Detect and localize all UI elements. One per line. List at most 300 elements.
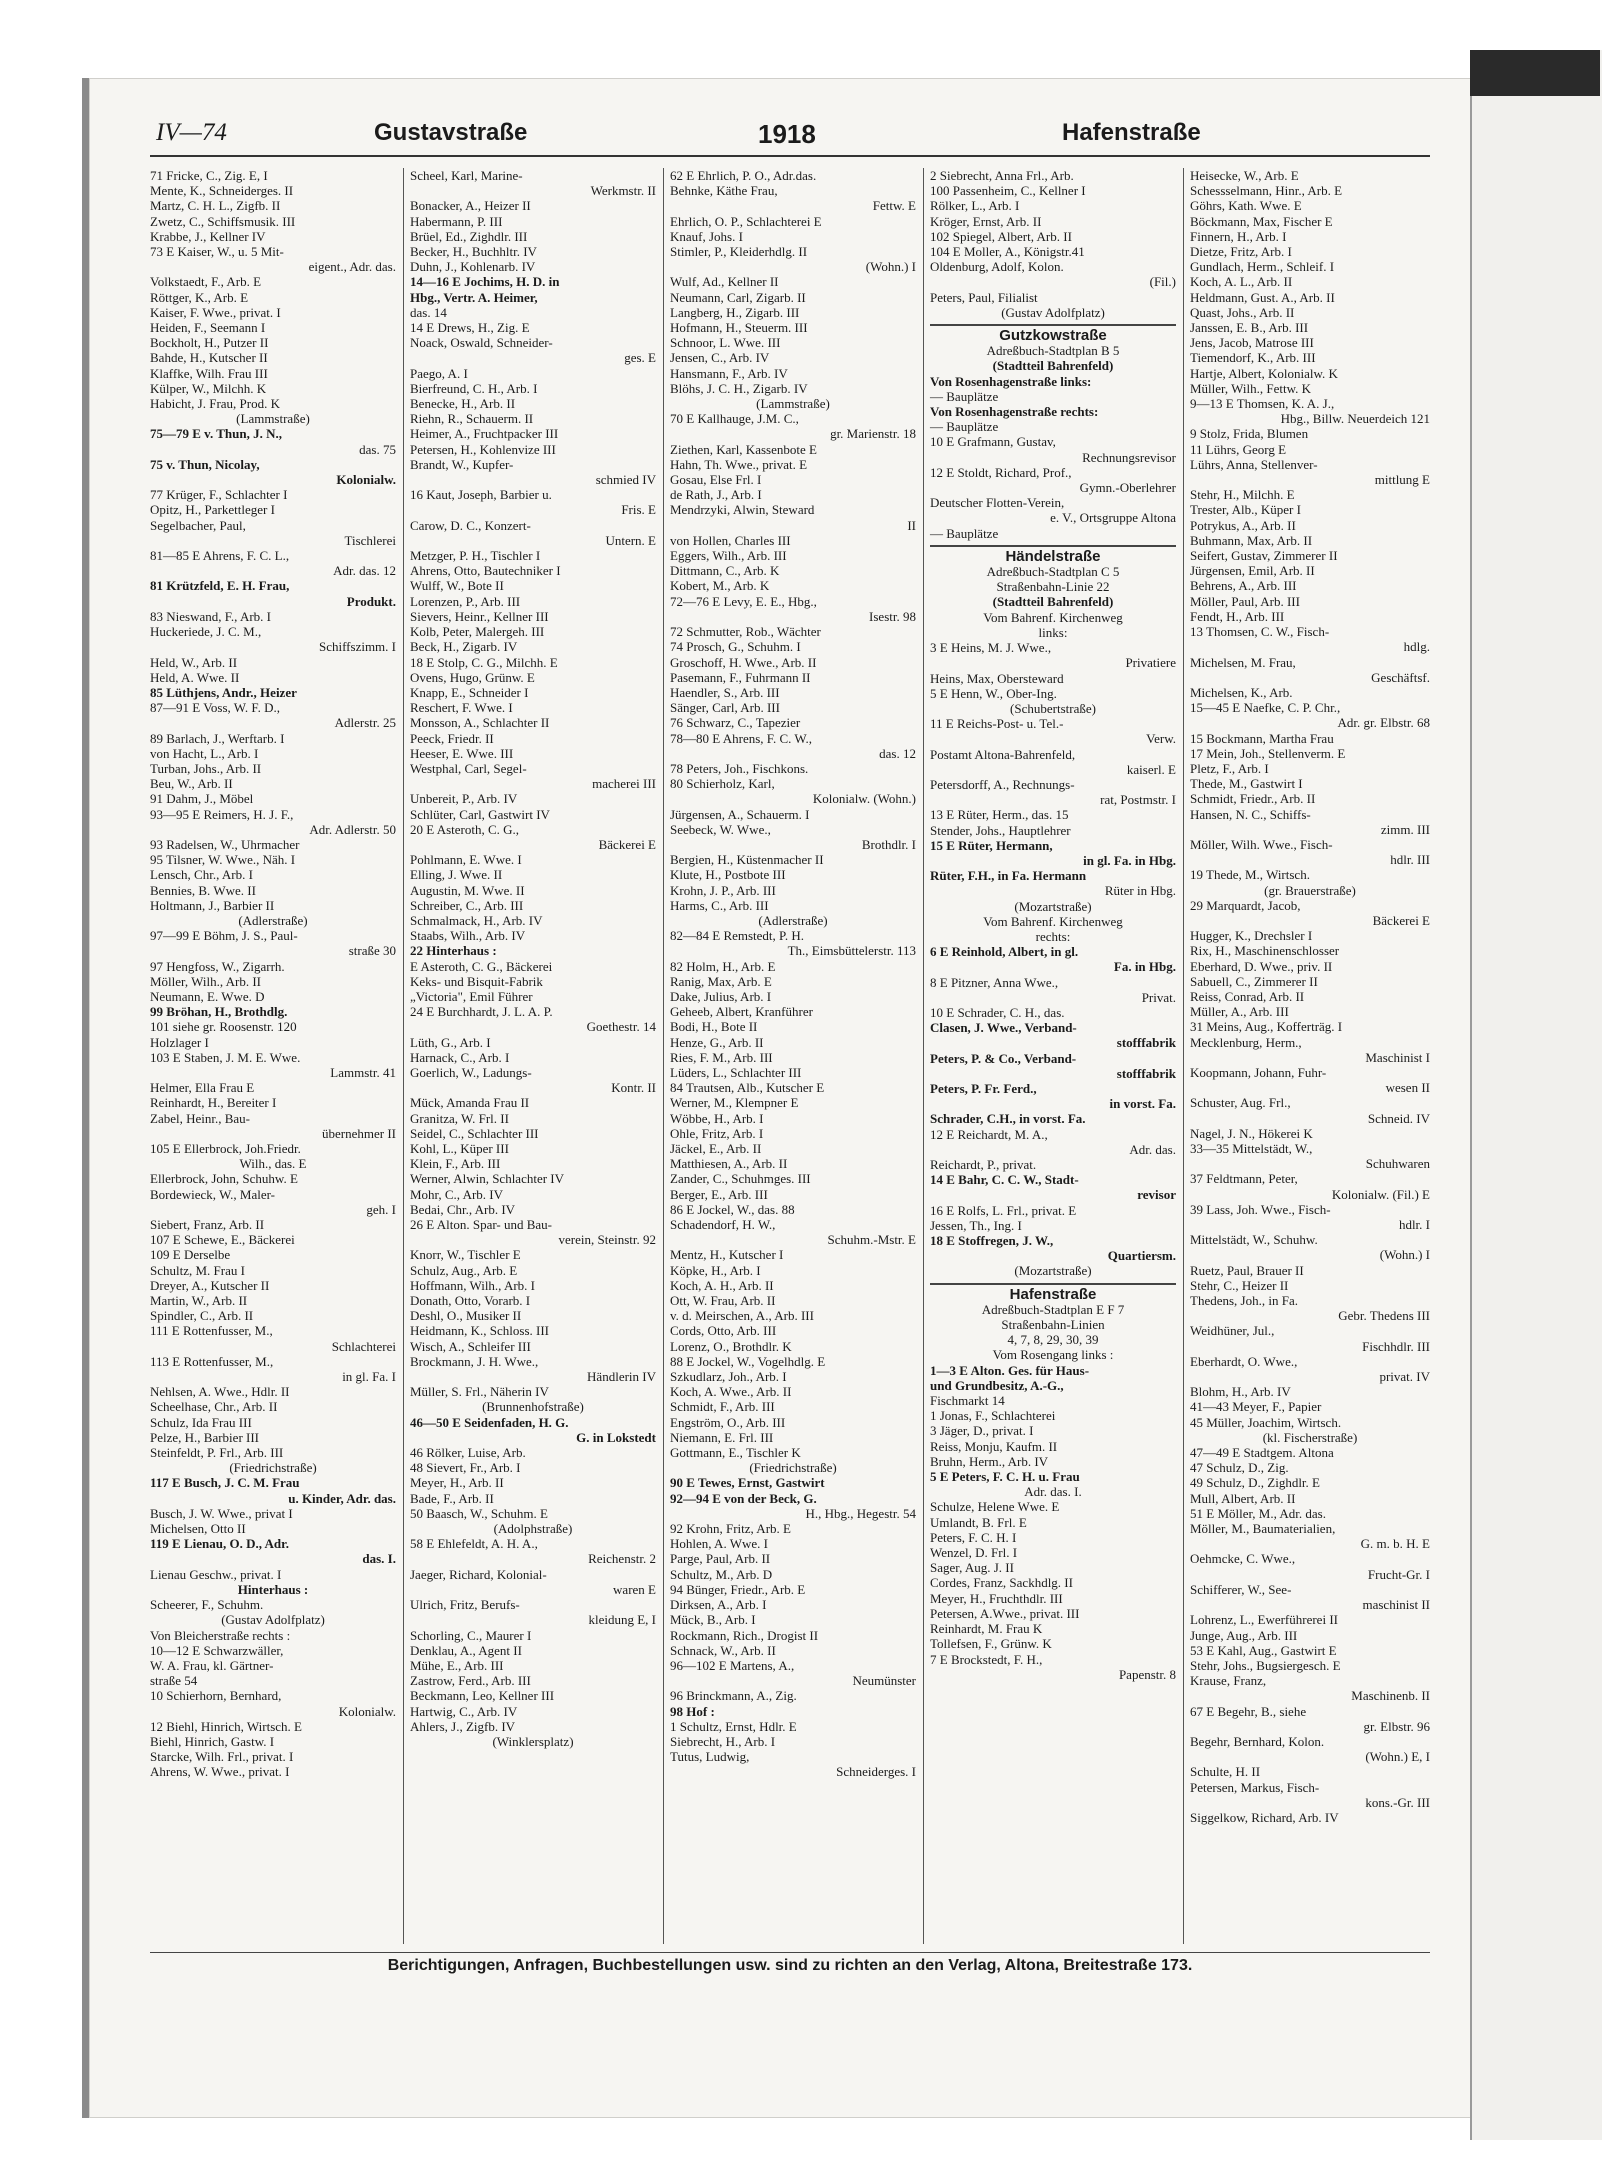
- directory-entry-line: Reiss, Monju, Kaufm. II: [930, 1438, 1058, 1454]
- directory-entry-line: 75—79 E v. Thun, J. N.,: [150, 426, 282, 442]
- directory-entry-line: Quast, Johs., Arb. II: [1190, 304, 1295, 320]
- directory-entry-line: Seebeck, W. Wwe.,: [670, 821, 771, 837]
- directory-entry-line: Reschert, F. Wwe. I: [410, 700, 513, 716]
- directory-entry-line: Köpke, H., Arb. I: [670, 1262, 761, 1278]
- directory-entry-line: Heimer, A., Fruchtpacker III: [410, 426, 559, 442]
- directory-entry-line: Ellerbrock, John, Schuhw. E: [150, 1171, 298, 1187]
- directory-entry-line: v. d. Meirschen, A., Arb. III: [670, 1308, 814, 1324]
- directory-entry-line: Finnern, H., Arb. I: [1190, 228, 1287, 244]
- directory-entry-line: Krohn, J. P., Arb. III: [670, 882, 776, 898]
- directory-entry-line: Pasemann, F., Fuhrmann II: [670, 669, 811, 685]
- directory-entry-line: Tutus, Ludwig,: [670, 1749, 750, 1765]
- directory-entry-line: (Fil.): [1149, 274, 1176, 290]
- directory-entry-line: Reinhardt, M. Frau K: [930, 1621, 1043, 1637]
- column-divider: [1183, 168, 1184, 1944]
- directory-entry-line: Müller, Wilh., Fettw. K: [1190, 380, 1312, 396]
- directory-entry-line: Straßenbahn-Linie 22: [996, 579, 1110, 595]
- street-heading: Hafenstraße: [930, 1283, 1176, 1302]
- directory-entry-line: 10—12 E Schwarzwäller,: [150, 1642, 284, 1658]
- directory-entry-line: Rüter, F.H., in Fa. Hermann: [930, 868, 1087, 884]
- directory-entry-line: Michelsen, Otto II: [150, 1521, 246, 1537]
- directory-entry-line: Blohm, H., Arb. IV: [1190, 1384, 1291, 1400]
- directory-entry-line: Noack, Oswald, Schneider-: [410, 335, 553, 351]
- directory-entry-line: Krabbe, J., Kellner IV: [150, 228, 266, 244]
- directory-entry-line: 87—91 E Voss, W. F. D.,: [150, 700, 280, 716]
- directory-entry-line: waren E: [613, 1581, 656, 1597]
- directory-entry-line: Bade, F., Arb. II: [410, 1490, 494, 1506]
- directory-entry-line: 9—13 E Thomsen, K. A. J.,: [1190, 396, 1335, 412]
- directory-entry-line: 10 E Schrader, C. H., das.: [930, 1004, 1065, 1020]
- directory-entry-line: de Rath, J., Arb. I: [670, 487, 762, 503]
- directory-entry-line: 62 E Ehrlich, P. O., Adr.das.: [670, 168, 817, 183]
- directory-entry-line: Koopmann, Johann, Fuhr-: [1190, 1064, 1327, 1080]
- directory-entry-line: kons.-Gr. III: [1365, 1794, 1430, 1810]
- directory-entry-line: — Bauplätze: [930, 525, 999, 541]
- directory-entry-line: 93—95 E Reimers, H. J. F.,: [150, 806, 294, 822]
- directory-entry-line: 82 Holm, H., Arb. E: [670, 958, 776, 974]
- directory-entry-line: 14—16 E Jochims, H. D. in: [410, 274, 560, 290]
- directory-entry-line: Starcke, Wilh. Frl., privat. I: [150, 1749, 294, 1765]
- directory-entry-line: Mittelstädt, W., Schuhw.: [1190, 1232, 1318, 1248]
- directory-column-1: [150, 168, 396, 1940]
- directory-entry-line: Duhn, J., Kohlenarb. IV: [410, 259, 536, 275]
- directory-entry-line: Schlüter, Carl, Gastwirt IV: [410, 806, 550, 822]
- directory-entry-line: 53 E Kahl, Aug., Gastwirt E: [1190, 1642, 1337, 1658]
- directory-entry-line: Zabel, Heinr., Bau-: [150, 1110, 250, 1126]
- directory-entry-line: in vorst. Fa.: [1109, 1096, 1176, 1112]
- directory-entry-line: Heidmann, K., Schloss. III: [410, 1323, 550, 1339]
- directory-entry-line: Peters, Paul, Filialist: [930, 289, 1038, 305]
- directory-entry-line: 76 Schwarz, C., Tapezier: [670, 715, 801, 731]
- directory-entry-line: Adreßbuch-Stadtplan C 5: [986, 564, 1120, 580]
- directory-entry-line: (Adlerstraße): [238, 912, 308, 928]
- directory-entry-line: Bergien, H., Küstenmacher II: [670, 852, 824, 868]
- directory-entry-line: Brüel, Ed., Zighdlr. III: [410, 228, 528, 244]
- directory-entry-line: 31 Meins, Aug., Kofferträg. I: [1190, 1019, 1343, 1035]
- directory-column-3: [670, 168, 916, 1940]
- directory-entry-line: Stehr, C., Heizer II: [1190, 1277, 1289, 1293]
- directory-entry-line: 78—80 E Ahrens, F. C. W.,: [670, 730, 812, 746]
- directory-entry-line: (gr. Brauerstraße): [1264, 882, 1356, 898]
- directory-entry-line: Hansmann, F., Arb. IV: [670, 365, 788, 381]
- directory-entry-line: 15 E Rüter, Hermann,: [930, 837, 1053, 853]
- directory-entry-line: Szkudlarz, Joh., Arb. I: [670, 1369, 787, 1385]
- directory-entry-line: maschinist II: [1362, 1597, 1430, 1613]
- directory-entry-line: (Friedrichstraße): [749, 1460, 837, 1476]
- directory-entry-line: Vom Bahrenf. Kirchenweg: [983, 609, 1123, 625]
- directory-entry-line: Geschäftsf.: [1371, 669, 1430, 685]
- directory-entry-line: 10 E Grafmann, Gustav,: [930, 434, 1056, 450]
- directory-entry-line: Schorling, C., Maurer I: [410, 1627, 532, 1643]
- directory-entry-line: Schnack, W., Arb. II: [670, 1642, 776, 1658]
- directory-entry-line: Kolb, Peter, Malergeh. III: [410, 624, 545, 640]
- directory-entry-line: Adlerstr. 25: [334, 715, 396, 731]
- spine-label-strip: [0, 0, 30, 2177]
- directory-entry-line: übernehmer II: [322, 1125, 396, 1141]
- directory-entry-line: Klute, H., Postbote III: [670, 867, 786, 883]
- directory-entry-line: Schiffszimm. I: [318, 639, 396, 655]
- directory-entry-line: Ohle, Fritz, Arb. I: [670, 1125, 764, 1141]
- directory-entry-line: Schessselmann, Hinr., Arb. E: [1190, 183, 1343, 199]
- directory-entry-line: Riehn, R., Schauerm. II: [410, 411, 534, 427]
- directory-entry-line: Hahn, Th. Wwe., privat. E: [670, 456, 808, 472]
- directory-entry-line: Vom Rosengang links :: [992, 1347, 1114, 1363]
- directory-entry-line: Lammstr. 41: [330, 1064, 396, 1080]
- directory-entry-line: Mohr, C., Arb. IV: [410, 1186, 504, 1202]
- directory-entry-line: 20 E Asteroth, C. G.,: [410, 821, 520, 837]
- directory-entry-line: Schulz, Ida Frau III: [150, 1414, 252, 1430]
- directory-entry-line: Tischlerei: [344, 532, 396, 548]
- next-page-edge: [1470, 50, 1602, 2140]
- directory-entry-line: Meyer, H., Fruchthdlr. III: [930, 1590, 1063, 1606]
- directory-entry-line: Bierfreund, C. H., Arb. I: [410, 380, 538, 396]
- directory-entry-line: Fettw. E: [872, 198, 916, 214]
- directory-entry-line: Kröger, Ernst, Arb. II: [930, 213, 1042, 229]
- directory-column-5: [1190, 168, 1430, 1940]
- directory-entry-line: Werner, Alwin, Schlachter IV: [410, 1171, 565, 1187]
- directory-entry-line: Th., Eimsbüttelerstr. 113: [787, 943, 916, 959]
- directory-entry-line: das. 14: [410, 304, 447, 320]
- directory-entry-line: von Hollen, Charles III: [670, 532, 791, 548]
- directory-entry-line: Werner, M., Klempner E: [670, 1095, 799, 1111]
- directory-column-4: [930, 168, 1176, 1940]
- directory-entry-line: Fa. in Hbg.: [1113, 959, 1176, 975]
- directory-entry-line: verein, Steinstr. 92: [558, 1232, 656, 1248]
- directory-entry-line: 5 E Henn, W., Ober-Ing.: [930, 685, 1057, 701]
- directory-entry-line: 97—99 E Böhm, J. S., Paul-: [150, 928, 298, 944]
- year-title: 1918: [758, 119, 816, 149]
- directory-entry-line: Schreiber, C., Arb. III: [410, 897, 524, 913]
- directory-entry-line: Händlerin IV: [587, 1369, 656, 1385]
- directory-entry-line: Knapp, E., Schneider I: [410, 684, 529, 700]
- directory-entry-line: 26 E Alton. Spar- und Bau-: [410, 1217, 553, 1233]
- directory-entry-line: 102 Spiegel, Albert, Arb. II: [930, 228, 1072, 244]
- directory-entry-line: Maschinenb. II: [1351, 1688, 1430, 1704]
- directory-entry-line: links:: [1038, 624, 1068, 640]
- directory-entry-line: Brockmann, J. H. Wwe.,: [410, 1353, 539, 1369]
- directory-entry-line: 24 E Burchhardt, J. L. A. P.: [410, 1004, 553, 1020]
- directory-entry-line: Habicht, J. Frau, Prod. K: [150, 396, 280, 412]
- directory-entry-line: 101 siehe gr. Roosenstr. 120: [150, 1019, 297, 1035]
- directory-entry-line: Schifferer, W., See-: [1190, 1581, 1292, 1597]
- directory-entry-line: 9 Stolz, Frida, Blumen: [1190, 426, 1309, 442]
- directory-entry-line: Junge, Aug., Arb. III: [1190, 1627, 1298, 1643]
- directory-entry-line: Adreßbuch-Stadtplan B 5: [986, 343, 1120, 359]
- directory-entry-line: 83 Nieswand, F., Arb. I: [150, 608, 272, 624]
- directory-entry-line: revisor: [1137, 1187, 1176, 1203]
- directory-entry-line: Sabuell, C., Zimmerer II: [1190, 973, 1318, 989]
- directory-entry-line: 39 Lass, Joh. Wwe., Fisch-: [1190, 1201, 1331, 1217]
- directory-entry-line: 98 Hof :: [670, 1703, 715, 1719]
- directory-entry-line: Von Rosenhagenstraße rechts:: [930, 404, 1099, 420]
- directory-entry-line: 46 Rölker, Luise, Arb.: [410, 1445, 526, 1461]
- directory-entry-line: (Stadtteil Bahrenfeld): [992, 358, 1114, 374]
- directory-entry-line: 3 E Heins, M. J. Wwe.,: [930, 640, 1052, 656]
- directory-entry-line: Böckmann, Max, Fischer E: [1190, 213, 1333, 229]
- directory-entry-line: (Lammstraße): [236, 411, 310, 427]
- directory-entry-line: 16 E Rolfs, L. Frl., privat. E: [930, 1202, 1077, 1218]
- directory-entry-line: Eberhardt, O. Wwe.,: [1190, 1353, 1298, 1369]
- directory-entry-line: 47 Schulz, D., Zig.: [1190, 1460, 1289, 1476]
- directory-entry-line: 113 E Rottenfusser, M.,: [150, 1353, 274, 1369]
- directory-entry-line: Lorenz, O., Brothdlr. K: [670, 1338, 792, 1354]
- directory-entry-line: 72 Schmutter, Rob., Wächter: [670, 624, 821, 640]
- directory-entry-line: Turban, Johs., Arb. II: [150, 760, 262, 776]
- directory-entry-line: Bäckerei E: [598, 836, 656, 852]
- directory-entry-line: Holtmann, J., Barbier II: [150, 897, 275, 913]
- directory-entry-line: 14 E Drews, H., Zig. E: [410, 320, 530, 336]
- directory-entry-line: Hartje, Albert, Kolonialw. K: [1190, 365, 1338, 381]
- directory-entry-line: kleidung E, I: [588, 1612, 656, 1628]
- directory-entry-line: Verw.: [1146, 731, 1176, 747]
- directory-entry-line: Hbg., Billw. Neuerdeich 121: [1280, 411, 1430, 427]
- directory-entry-line: Huckeriede, J. C. M.,: [150, 624, 262, 640]
- directory-entry-line: Peters, P. Fr. Ferd.,: [930, 1080, 1037, 1096]
- directory-entry-line: Von Rosenhagenstraße links:: [930, 373, 1092, 389]
- directory-entry-line: Jürgensen, Emil, Arb. II: [1190, 563, 1315, 579]
- directory-entry-line: Jens, Jacob, Matrose III: [1190, 335, 1314, 351]
- directory-entry-line: Bedai, Chr., Arb. IV: [410, 1201, 516, 1217]
- directory-entry-line: 109 E Derselbe: [150, 1247, 231, 1263]
- directory-entry-line: Adr. das. I.: [1024, 1484, 1082, 1500]
- directory-entry-line: gr. Marienstr. 18: [830, 426, 916, 442]
- directory-entry-line: 97 Hengfoss, W., Zigarrh.: [150, 958, 285, 974]
- directory-entry-line: gr. Elbstr. 96: [1363, 1718, 1430, 1734]
- directory-entry-line: Vom Bahrenf. Kirchenweg: [983, 913, 1123, 929]
- directory-entry-line: Cords, Otto, Arb. III: [670, 1323, 777, 1339]
- column-divider: [403, 168, 404, 1944]
- directory-entry-line: Schuhwaren: [1365, 1156, 1430, 1172]
- directory-entry-line: Goerlich, W., Ladungs-: [410, 1064, 532, 1080]
- directory-entry-line: Thede, M., Gastwirt I: [1190, 776, 1303, 792]
- directory-entry-line: 91 Dahm, J., Möbel: [150, 791, 254, 807]
- directory-entry-line: rat, Postmstr. I: [1100, 792, 1176, 808]
- directory-entry-line: Cordes, Franz, Sackhdlg. II: [930, 1575, 1073, 1591]
- directory-entry-line: Holzlager I: [150, 1034, 209, 1050]
- directory-entry-line: Dirksen, A., Arb. I: [670, 1597, 767, 1613]
- directory-entry-line: 6 E Reinhold, Albert, in gl.: [930, 944, 1079, 960]
- directory-entry-line: Tiemendorf, K., Arb. III: [1190, 350, 1316, 366]
- directory-entry-line: 84 Trautsen, Alb., Kutscher E: [670, 1080, 825, 1096]
- directory-entry-line: Busch, J. W. Wwe., privat I: [150, 1505, 293, 1521]
- directory-entry-line: 1 Jonas, F., Schlachterei: [930, 1408, 1056, 1424]
- directory-entry-line: u. Kinder, Adr. das.: [288, 1490, 396, 1506]
- directory-entry-line: 81—85 E Ahrens, F. C. L.,: [150, 548, 290, 564]
- directory-entry-line: schmied IV: [595, 472, 656, 488]
- directory-entry-line: Werkmstr. II: [590, 183, 656, 199]
- directory-entry-line: Petersdorff, A., Rechnungs-: [930, 776, 1075, 792]
- left-street-title: Gustavstraße: [374, 119, 528, 146]
- directory-entry-line: 37 Feldtmann, Peter,: [1190, 1171, 1298, 1187]
- directory-entry-line: „Victoria", Emil Führer: [410, 988, 533, 1004]
- directory-entry-line: 92—94 E von der Beck, G.: [670, 1490, 817, 1506]
- directory-entry-line: Petersen, A.Wwe., privat. III: [930, 1605, 1080, 1621]
- directory-entry-line: Dake, Julius, Arb. I: [670, 988, 772, 1004]
- publisher-footer: Berichtigungen, Anfragen, Buchbestellungen usw. sind zu richten an den Verlag, Altona, Breitestraße 173.: [150, 1952, 1430, 1983]
- directory-entry-line: Produkt.: [346, 593, 396, 609]
- directory-entry-line: Sager, Aug. J. II: [930, 1560, 1014, 1576]
- directory-entry-line: Clasen, J. Wwe., Verband-: [930, 1020, 1077, 1036]
- directory-entry-line: 47—49 E Stadtgem. Altona: [1190, 1445, 1334, 1461]
- directory-entry-line: Schmidt, F., Arb. III: [670, 1399, 775, 1415]
- directory-entry-line: (Mozartstraße): [1014, 898, 1092, 914]
- page-number: IV—74: [156, 119, 227, 146]
- directory-entry-line: Ahrens, Otto, Bautechniker I: [410, 563, 561, 579]
- directory-entry-line: Meyer, H., Arb. II: [410, 1475, 504, 1491]
- directory-entry-line: Neumünster: [852, 1673, 916, 1689]
- directory-entry-line: 2 Siebrecht, Anna Frl., Arb.: [930, 168, 1074, 183]
- directory-entry-line: Niemann, E. Frl. III: [670, 1429, 774, 1445]
- directory-entry-line: Ruetz, Paul, Brauer II: [1190, 1262, 1304, 1278]
- directory-entry-line: Behnke, Käthe Frau,: [670, 183, 778, 199]
- directory-entry-line: 7 E Brockstedt, F. H.,: [930, 1651, 1043, 1667]
- directory-entry-line: 15 Bockmann, Martha Frau: [1190, 730, 1334, 746]
- directory-entry-line: Dietze, Fritz, Arb. I: [1190, 244, 1292, 260]
- directory-entry-line: ges. E: [624, 350, 656, 366]
- directory-entry-line: 70 E Kallhauge, J.M. C.,: [670, 411, 799, 427]
- directory-entry-line: Fischmarkt 14: [930, 1393, 1005, 1409]
- directory-entry-line: Metzger, P. H., Tischler I: [410, 548, 541, 564]
- directory-entry-line: Matthiesen, A., Arb. II: [670, 1156, 788, 1172]
- directory-entry-line: Zander, C., Schuhmges. III: [670, 1171, 811, 1187]
- directory-entry-line: privat. IV: [1379, 1369, 1430, 1385]
- directory-entry-line: Pohlmann, E. Wwe. I: [410, 852, 522, 868]
- directory-entry-line: Kolonialw. (Wohn.): [812, 791, 916, 807]
- directory-entry-line: Koch, A. L., Arb. II: [1190, 274, 1293, 290]
- directory-entry-line: Weidhüner, Jul.,: [1190, 1323, 1275, 1339]
- directory-entry-line: (Schubertstraße): [1010, 700, 1096, 716]
- directory-entry-line: hdlr. I: [1398, 1217, 1430, 1233]
- directory-entry-line: Wulf, Ad., Kellner II: [670, 274, 779, 290]
- directory-entry-line: Maschinist I: [1365, 1049, 1430, 1065]
- directory-entry-line: Helmer, Ella Frau E: [150, 1080, 255, 1096]
- directory-entry-line: Klein, F., Arb. III: [410, 1156, 501, 1172]
- directory-entry-line: Privat.: [1141, 989, 1176, 1005]
- directory-entry-line: Knorr, W., Tischler E: [410, 1247, 521, 1263]
- directory-entry-line: Schrader, C.H., in vorst. Fa.: [930, 1111, 1086, 1127]
- directory-entry-line: 119 E Lienau, O. D., Adr.: [150, 1536, 289, 1552]
- directory-entry-line: H., Hbg., Hegestr. 54: [805, 1505, 916, 1521]
- directory-entry-line: Reinhardt, H., Bereiter I: [150, 1095, 277, 1111]
- directory-entry-line: Adr. das. 12: [333, 563, 396, 579]
- directory-entry-line: Neumann, E. Wwe. D: [150, 988, 265, 1004]
- directory-entry-line: kaiserl. E: [1126, 761, 1176, 777]
- directory-entry-line: Schulz, Aug., Arb. E: [410, 1262, 518, 1278]
- directory-entry-line: Blöhs, J. C. H., Zigarb. IV: [670, 380, 808, 396]
- directory-entry-line: Reichardt, P., privat.: [930, 1157, 1037, 1172]
- directory-entry-line: Westphal, Carl, Segel-: [410, 760, 527, 776]
- directory-entry-line: Opitz, H., Parkettleger I: [150, 502, 275, 518]
- directory-entry-line: 90 E Tewes, Ernst, Gastwirt: [670, 1475, 825, 1491]
- directory-entry-line: Rockmann, Rich., Drogist II: [670, 1627, 819, 1643]
- directory-entry-line: Bennies, B. Wwe. II: [150, 882, 256, 898]
- directory-column-2: [410, 168, 656, 1940]
- directory-entry-line: (Gustav Adolfplatz): [221, 1612, 325, 1628]
- directory-entry-line: Göhrs, Kath. Wwe. E: [1190, 198, 1302, 214]
- directory-entry-line: (Lammstraße): [756, 396, 830, 412]
- directory-entry-line: Mück, Amanda Frau II: [410, 1095, 530, 1111]
- directory-entry-line: Fischhdlr. III: [1362, 1338, 1430, 1354]
- directory-entry-line: Von Bleicherstraße rechts :: [150, 1627, 291, 1643]
- directory-entry-line: Nehlsen, A. Wwe., Hdlr. II: [150, 1384, 290, 1400]
- directory-entry-line: Ott, W. Frau, Arb. II: [670, 1293, 776, 1309]
- directory-entry-line: Keks- und Bisquit-Fabrik: [410, 973, 543, 989]
- directory-entry-line: mittlung E: [1374, 472, 1430, 488]
- directory-entry-line: 77 Krüger, F., Schlachter I: [150, 487, 288, 503]
- directory-entry-line: 29 Marquardt, Jacob,: [1190, 897, 1301, 913]
- directory-entry-line: 89 Barlach, J., Werftarb. I: [150, 730, 285, 746]
- directory-entry-line: Hbg., Vertr. A. Heimer,: [410, 289, 538, 305]
- directory-entry-line: Heldmann, Gust. A., Arb. II: [1190, 289, 1335, 305]
- page-header: [150, 113, 1430, 157]
- directory-entry-line: Scheerer, F., Schuhm.: [150, 1597, 264, 1613]
- directory-entry-line: Langberg, H., Zigarb. III: [670, 304, 800, 320]
- directory-entry-line: 1 Schultz, Ernst, Hdlr. E: [670, 1718, 797, 1734]
- directory-entry-line: Kobert, M., Arb. K: [670, 578, 770, 594]
- directory-entry-line: Sievers, Heinr., Kellner III: [410, 608, 549, 624]
- directory-entry-line: 86 E Jockel, W., das. 88: [670, 1201, 795, 1217]
- directory-entry-line: Michelsen, M. Frau,: [1190, 654, 1296, 670]
- directory-entry-line: 15—45 E Naefke, C. P. Chr.,: [1190, 700, 1341, 716]
- directory-entry-line: in gl. Fa. I: [342, 1369, 396, 1385]
- directory-entry-line: 11 E Reichs-Post- u. Tel.-: [930, 716, 1064, 732]
- directory-entry-line: 1—3 E Alton. Ges. für Haus-: [930, 1362, 1090, 1378]
- directory-entry-line: geh. I: [366, 1201, 396, 1217]
- directory-entry-line: Adr. gr. Elbstr. 68: [1337, 715, 1430, 731]
- directory-entry-line: Jaeger, Richard, Kolonial-: [410, 1566, 547, 1582]
- directory-entry-line: (Wohn.) I: [865, 259, 916, 275]
- directory-entry-line: 95 Tilsner, W. Wwe., Näh. I: [150, 852, 296, 868]
- page-corner-shadow: [1470, 50, 1600, 96]
- directory-entry-line: Möller, M., Baumaterialien,: [1190, 1521, 1336, 1537]
- directory-entry-line: Adreßbuch-Stadtplan E F 7: [981, 1301, 1125, 1317]
- directory-entry-line: Harnack, C., Arb. I: [410, 1049, 510, 1065]
- directory-entry-line: 45 Müller, Joachim, Wirtsch.: [1190, 1414, 1342, 1430]
- directory-entry-line: Benecke, H., Arb. II: [410, 396, 516, 412]
- directory-entry-line: 82—84 E Remstedt, P. H.: [670, 928, 804, 944]
- directory-entry-line: Bruhn, Herm., Arb. IV: [930, 1453, 1049, 1469]
- directory-entry-line: e. V., Ortsgruppe Altona: [1050, 510, 1176, 526]
- directory-entry-line: Eggers, Wilh., Arb. III: [670, 548, 787, 564]
- directory-entry-line: Heeser, E. Wwe. III: [410, 745, 514, 761]
- directory-entry-line: Möller, Paul, Arb. III: [1190, 593, 1300, 609]
- directory-entry-line: Hofmann, H., Steuerm. III: [670, 320, 808, 336]
- directory-entry-line: Kohl, L., Küper III: [410, 1141, 509, 1156]
- directory-entry-line: Carow, D. C., Konzert-: [410, 517, 531, 533]
- directory-entry-line: 8 E Pitzner, Anna Wwe.,: [930, 974, 1059, 990]
- directory-entry-line: 103 E Staben, J. M. E. Wwe.: [150, 1049, 301, 1065]
- directory-entry-line: 74 Prosch, G., Schuhm. I: [670, 639, 801, 655]
- directory-entry-line: Petersen, Markus, Fisch-: [1190, 1779, 1320, 1795]
- directory-entry-line: 12 E Stoldt, Richard, Prof.,: [930, 464, 1072, 480]
- directory-entry-line: Kolonialw. (Fil.) E: [1331, 1186, 1430, 1202]
- directory-entry-line: Gymn.-Oberlehrer: [1079, 480, 1176, 496]
- directory-entry-line: Pelze, H., Barbier III: [150, 1429, 260, 1445]
- directory-entry-line: Hugger, K., Drechsler I: [1190, 928, 1313, 944]
- directory-entry-line: Lienau Geschw., privat. I: [150, 1566, 282, 1582]
- directory-entry-line: 117 E Busch, J. C. M. Frau: [150, 1475, 300, 1491]
- directory-entry-line: Wulff, W., Bote II: [410, 578, 504, 594]
- directory-entry-line: Stender, Johs., Hauptlehrer: [930, 822, 1071, 838]
- directory-entry-line: Jäckel, E., Arb. II: [670, 1141, 762, 1156]
- directory-entry-line: G. in Lokstedt: [576, 1429, 656, 1445]
- directory-entry-line: 51 E Möller, M., Adr. das.: [1190, 1505, 1326, 1521]
- directory-entry-line: 18 E Stolp, C. G., Milchh. E: [410, 654, 558, 670]
- directory-entry-line: 81 Krützfeld, E. H. Frau,: [150, 578, 290, 594]
- directory-entry-line: Parge, Paul, Arb. II: [670, 1551, 771, 1567]
- directory-entry-line: Wisch, A., Schleifer III: [410, 1338, 531, 1354]
- directory-entry-line: eigent., Adr. das.: [308, 259, 396, 275]
